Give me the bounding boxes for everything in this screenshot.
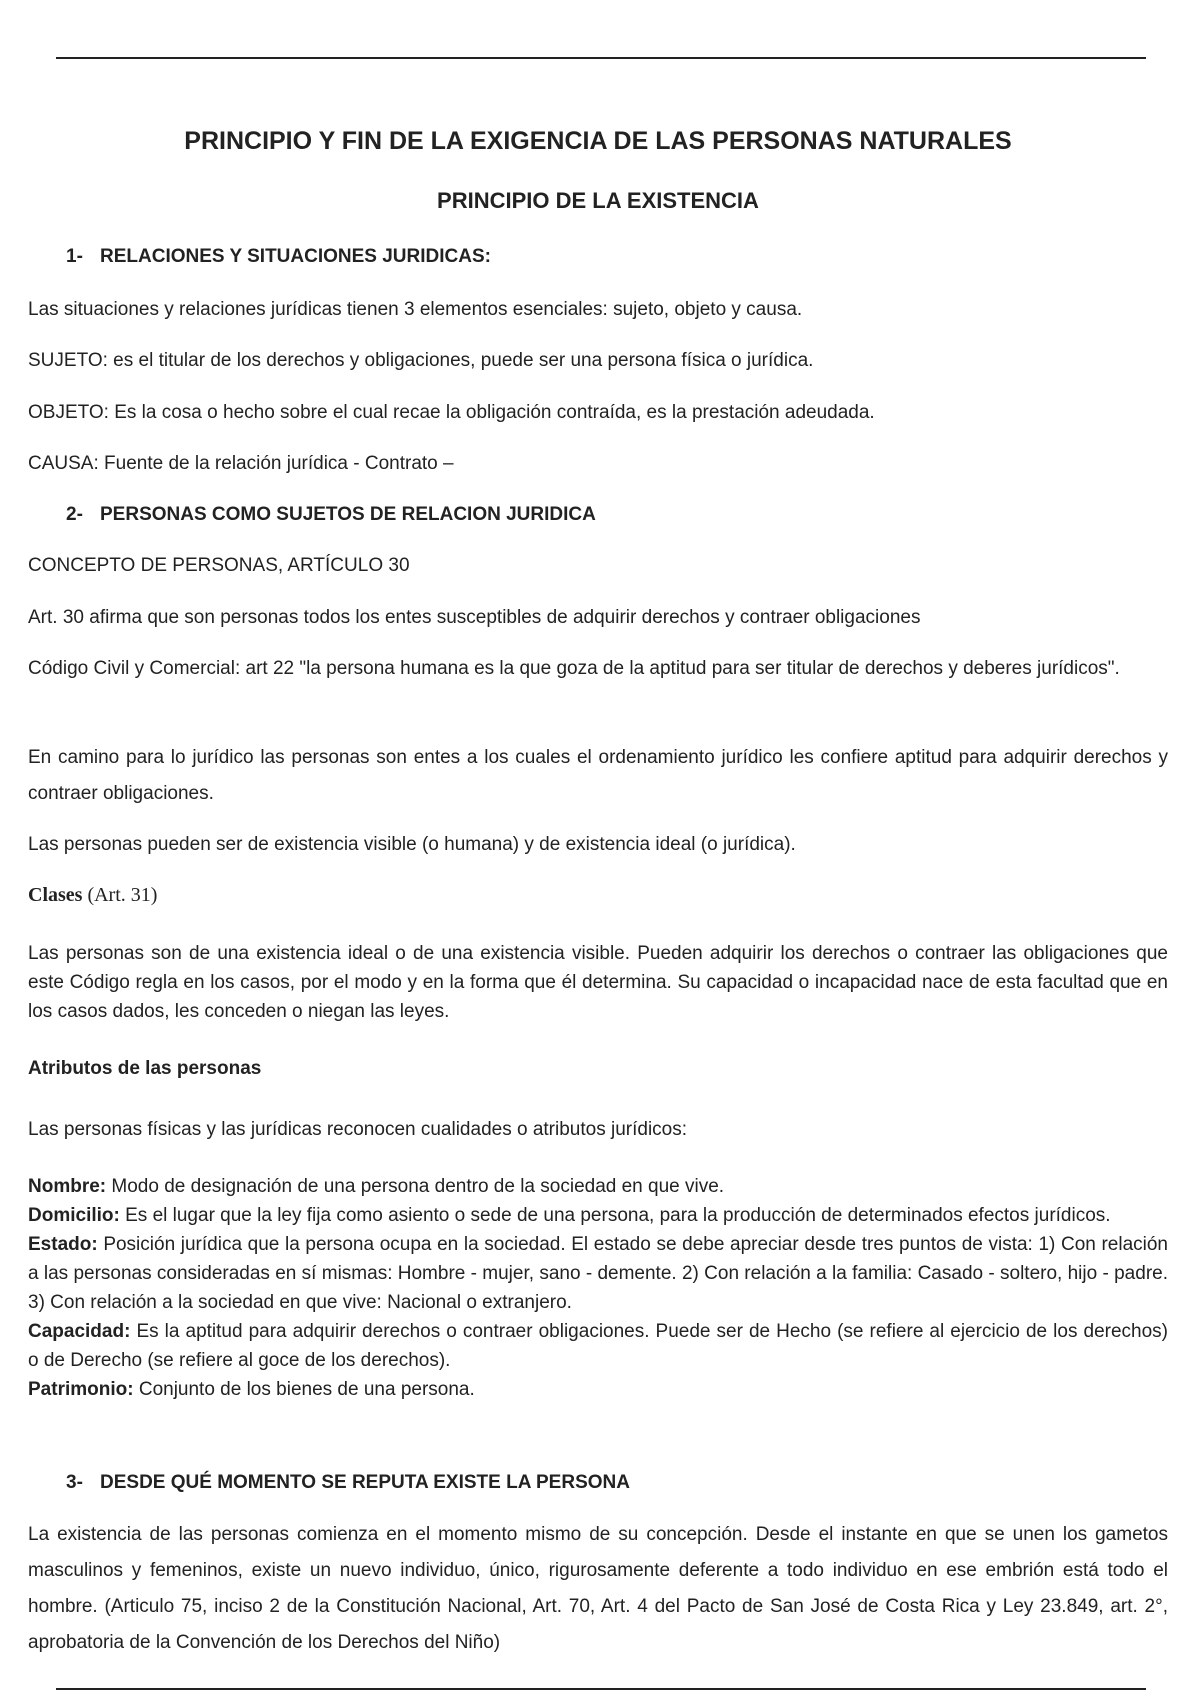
section-3-number: 3- bbox=[66, 1472, 83, 1493]
section-2-heading bbox=[66, 504, 596, 526]
section-1-heading bbox=[66, 246, 491, 268]
clases-paragraph: Las personas son de una existencia ideal o de una existencia visible. Pueden adquirir los derechos o contraer las obligaciones que este Código regla en los casos, por el modo y en la forma que él determina. Su capacidad o incapacidad nace de esta facultad que en los casos dados, les conceden o niegan las leyes. bbox=[28, 943, 1168, 1022]
bottom-rule bbox=[56, 1688, 1146, 1690]
sujeto-paragraph: SUJETO: es el titular de los derechos y obligaciones, puede ser una persona física o jurídica. bbox=[28, 350, 814, 371]
clases-line bbox=[28, 877, 1168, 913]
section-1-number: 1- bbox=[66, 246, 83, 267]
section-1-title: RELACIONES Y SITUACIONES JURIDICAS: bbox=[100, 246, 491, 267]
codigo-civil-paragraph: Código Civil y Comercial: art 22 "la persona humana es la que goza de la aptitud para ser titular de derechos y deberes jurídicos". bbox=[28, 658, 1120, 679]
attribute-estado: Estado: Posición jurídica que la persona ocupa en la sociedad. El estado se debe apreciar desde tres puntos de vista: 1) Con relación a las personas consideradas en sí mismas: Hombre - mujer, sano - demente. 2) Con relación a la familia: Casado - soltero, hijo - padre. 3) Con relación a la sociedad en que vive: Nacional o extranjero. bbox=[28, 1234, 1168, 1313]
document-title: PRINCIPIO Y FIN DE LA EXIGENCIA DE LAS PERSONAS NATURALES bbox=[184, 127, 1012, 155]
objeto-paragraph: OBJETO: Es la cosa o hecho sobre el cual recae la obligación contraída, es la prestación adeudada. bbox=[28, 402, 875, 423]
causa-paragraph: CAUSA: Fuente de la relación jurídica - Contrato – bbox=[28, 453, 454, 474]
attribute-patrimonio: Patrimonio: Conjunto de los bienes de una persona. bbox=[28, 1379, 475, 1400]
section-3-heading bbox=[66, 1472, 630, 1494]
attribute-nombre: Nombre: Modo de designación de una persona dentro de la sociedad en que vive. bbox=[28, 1176, 725, 1197]
existencia-paragraph: Las personas pueden ser de existencia visible (o humana) y de existencia ideal (o jurídica). bbox=[28, 834, 796, 855]
attributes-list bbox=[28, 1172, 1168, 1404]
attribute-domicilio: Domicilio: Es el lugar que la ley fija como asiento o sede de una persona, para la producción de determinados efectos jurídicos. bbox=[28, 1205, 1111, 1226]
clases-ref: (Art. 31) bbox=[82, 884, 158, 906]
section-2-title: PERSONAS COMO SUJETOS DE RELACION JURIDICA bbox=[100, 504, 596, 525]
section-3-paragraph: La existencia de las personas comienza en el momento mismo de su concepción. Desde el instante en que se unen los gametos masculinos y femeninos, existe un nuevo individuo, único, rigurosamente deferente a todo individuo en ese embrión está todo el hombre. (Articulo 75, inciso 2 de la Constitución Nacional, Art. 70, Art. 4 del Pacto de San José de Costa Rica y Ley 23.849, art. 2°, aprobatoria de la Convención de los Derechos del Niño) bbox=[28, 1524, 1168, 1653]
atributos-intro: Las personas físicas y las jurídicas reconocen cualidades o atributos jurídicos: bbox=[28, 1119, 688, 1140]
section-2-number: 2- bbox=[66, 504, 83, 525]
top-rule bbox=[56, 57, 1146, 59]
section-3-title: DESDE QUÉ MOMENTO SE REPUTA EXISTE LA PERSONA bbox=[100, 1472, 630, 1493]
document-subtitle: PRINCIPIO DE LA EXISTENCIA bbox=[437, 188, 759, 213]
attribute-capacidad: Capacidad: Es la aptitud para adquirir derechos o contraer obligaciones. Puede ser de Hecho (se refiere al ejercicio de los derechos) o de Derecho (se refiere al goce de los derechos). bbox=[28, 1321, 1168, 1371]
camino-paragraph: En camino para lo jurídico las personas son entes a los cuales el ordenamiento jurídico les confiere aptitud para adquirir derechos y contraer obligaciones. bbox=[28, 747, 1168, 804]
concepto-paragraph: CONCEPTO DE PERSONAS, ARTÍCULO 30 bbox=[28, 555, 410, 576]
clases-label: Clases bbox=[28, 884, 83, 906]
section-1-paragraph: Las situaciones y relaciones jurídicas tienen 3 elementos esenciales: sujeto, objeto y causa. bbox=[28, 299, 803, 320]
art30-paragraph: Art. 30 afirma que son personas todos los entes susceptibles de adquirir derechos y contraer obligaciones bbox=[28, 607, 921, 628]
atributos-heading: Atributos de las personas bbox=[28, 1058, 262, 1079]
